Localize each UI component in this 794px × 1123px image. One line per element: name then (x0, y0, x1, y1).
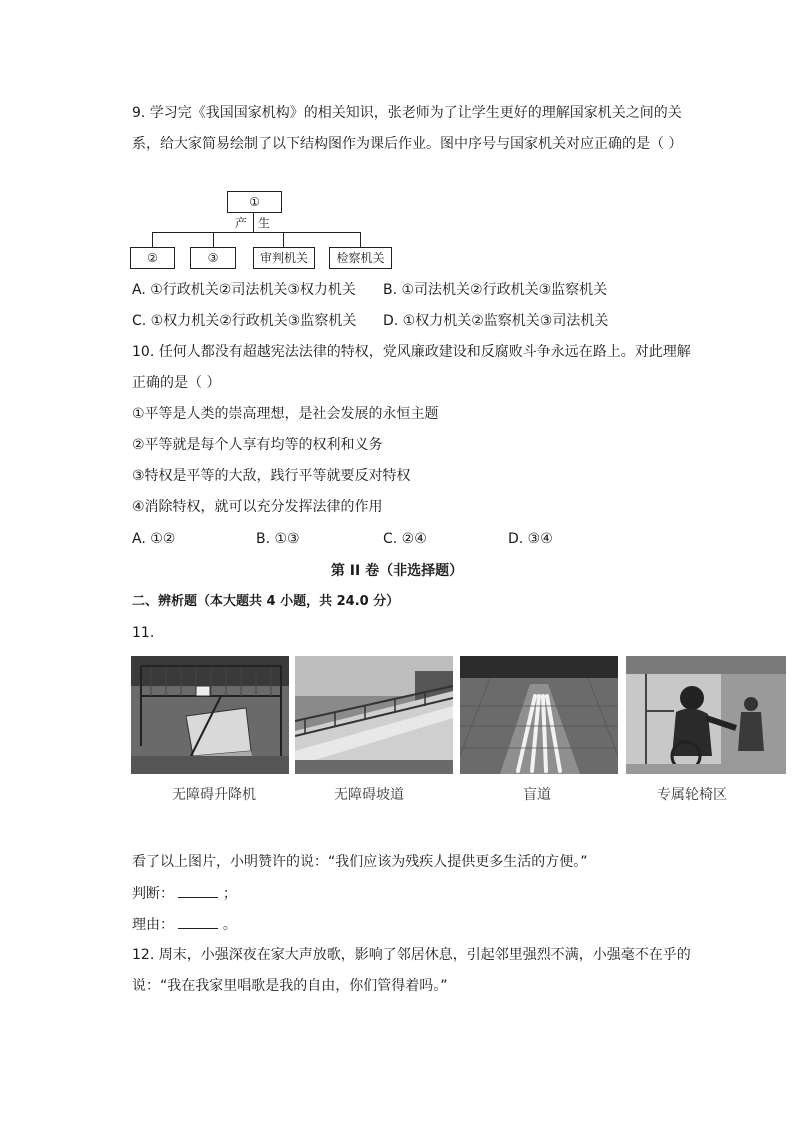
q10-stem-line2: 正确的是（ ） (132, 375, 221, 391)
diagram-box-3: ③ (190, 247, 236, 269)
q11-judge-end: ； (222, 886, 237, 902)
diagram-stem-line (253, 213, 254, 233)
section-heading: 二、辨析题（本大题共 4 小题，共 24.0 分） (132, 594, 400, 609)
section-title: 第 II 卷（非选择题） (330, 563, 464, 579)
q9-stem-line2: 系，给大家简易绘制了以下结构图作为课后作业。图中序号与国家机关对应正确的是（ ） (132, 136, 683, 152)
q11-reason-row (132, 914, 237, 935)
diagram-drop-line-1 (152, 232, 153, 247)
q11-judge-label: 判断： (132, 886, 174, 902)
caption-tactile-paving: 盲道 (523, 787, 551, 803)
q10-statement-4: ④消除特权，就可以充分发挥法律的作用 (132, 499, 383, 515)
q11-reason-label: 理由： (132, 917, 174, 933)
diagram-produce-left: 产 (235, 216, 248, 230)
caption-accessible-ramp: 无障碍坡道 (334, 787, 404, 803)
photo-accessible-ramp (295, 656, 453, 774)
photo-tactile-paving (460, 656, 618, 774)
q9-stem-line1: 9. 学习完《我国国家机构》的相关知识，张老师为了让学生更好的理解国家机关之间的关 (132, 105, 682, 121)
q10-option-d[interactable]: D. ③④ (508, 531, 553, 547)
diagram-drop-line-2 (213, 232, 214, 247)
q10-stem-line1: 10. 任何人都没有超越宪法法律的特权，党风廉政建设和反腐败斗争永远在路上。对此理解 (132, 344, 691, 360)
q12-stem-line2: 说：“我在我家里唱歌是我的自由，你们管得着吗。” (132, 978, 448, 994)
photo-wheelchair-area (626, 656, 786, 774)
q11-number: 11. (132, 625, 155, 641)
q11-reason-end: 。 (222, 917, 237, 933)
photo-accessible-lift (131, 656, 289, 774)
q9-option-c[interactable]: C. ①权力机关②行政机关③监察机关 (132, 313, 357, 329)
diagram-box-court: 审判机关 (253, 247, 315, 269)
diagram-top-box: ① (227, 191, 282, 213)
q11-reason-blank[interactable] (178, 914, 218, 929)
q10-statement-2: ②平等就是每个人享有均等的权利和义务 (132, 437, 383, 453)
caption-wheelchair-area: 专属轮椅区 (657, 787, 727, 803)
q10-statement-1: ①平等是人类的崇高理想，是社会发展的永恒主题 (132, 406, 439, 422)
diagram-drop-line-3 (283, 232, 284, 247)
q11-question-text: 看了以上图片，小明赞许的说：“我们应该为残疾人提供更多生活的方便。” (132, 854, 588, 870)
diagram-drop-line-4 (360, 232, 361, 247)
q9-option-b[interactable]: B. ①司法机关②行政机关③监察机关 (383, 282, 608, 298)
q11-judge-row (132, 883, 237, 904)
q12-stem-line1: 12. 周末，小强深夜在家大声放歌，影响了邻居休息，引起邻里强烈不满，小强毫不在乎的 (132, 947, 691, 963)
q10-option-b[interactable]: B. ①③ (256, 531, 300, 547)
q9-option-a[interactable]: A. ①行政机关②司法机关③权力机关 (132, 282, 356, 298)
diagram-produce-right: 生 (258, 216, 271, 230)
q10-option-c[interactable]: C. ②④ (383, 531, 427, 547)
q10-statement-3: ③特权是平等的大敌，践行平等就要反对特权 (132, 468, 411, 484)
diagram-horizontal-line (152, 232, 361, 233)
diagram-box-procuratorate: 检察机关 (329, 247, 392, 269)
diagram-box-2: ② (130, 247, 175, 269)
q10-option-a[interactable]: A. ①② (132, 531, 176, 547)
caption-accessible-lift: 无障碍升降机 (172, 787, 256, 803)
q11-judge-blank[interactable] (178, 883, 218, 898)
q9-option-d[interactable]: D. ①权力机关②监察机关③司法机关 (383, 313, 609, 329)
